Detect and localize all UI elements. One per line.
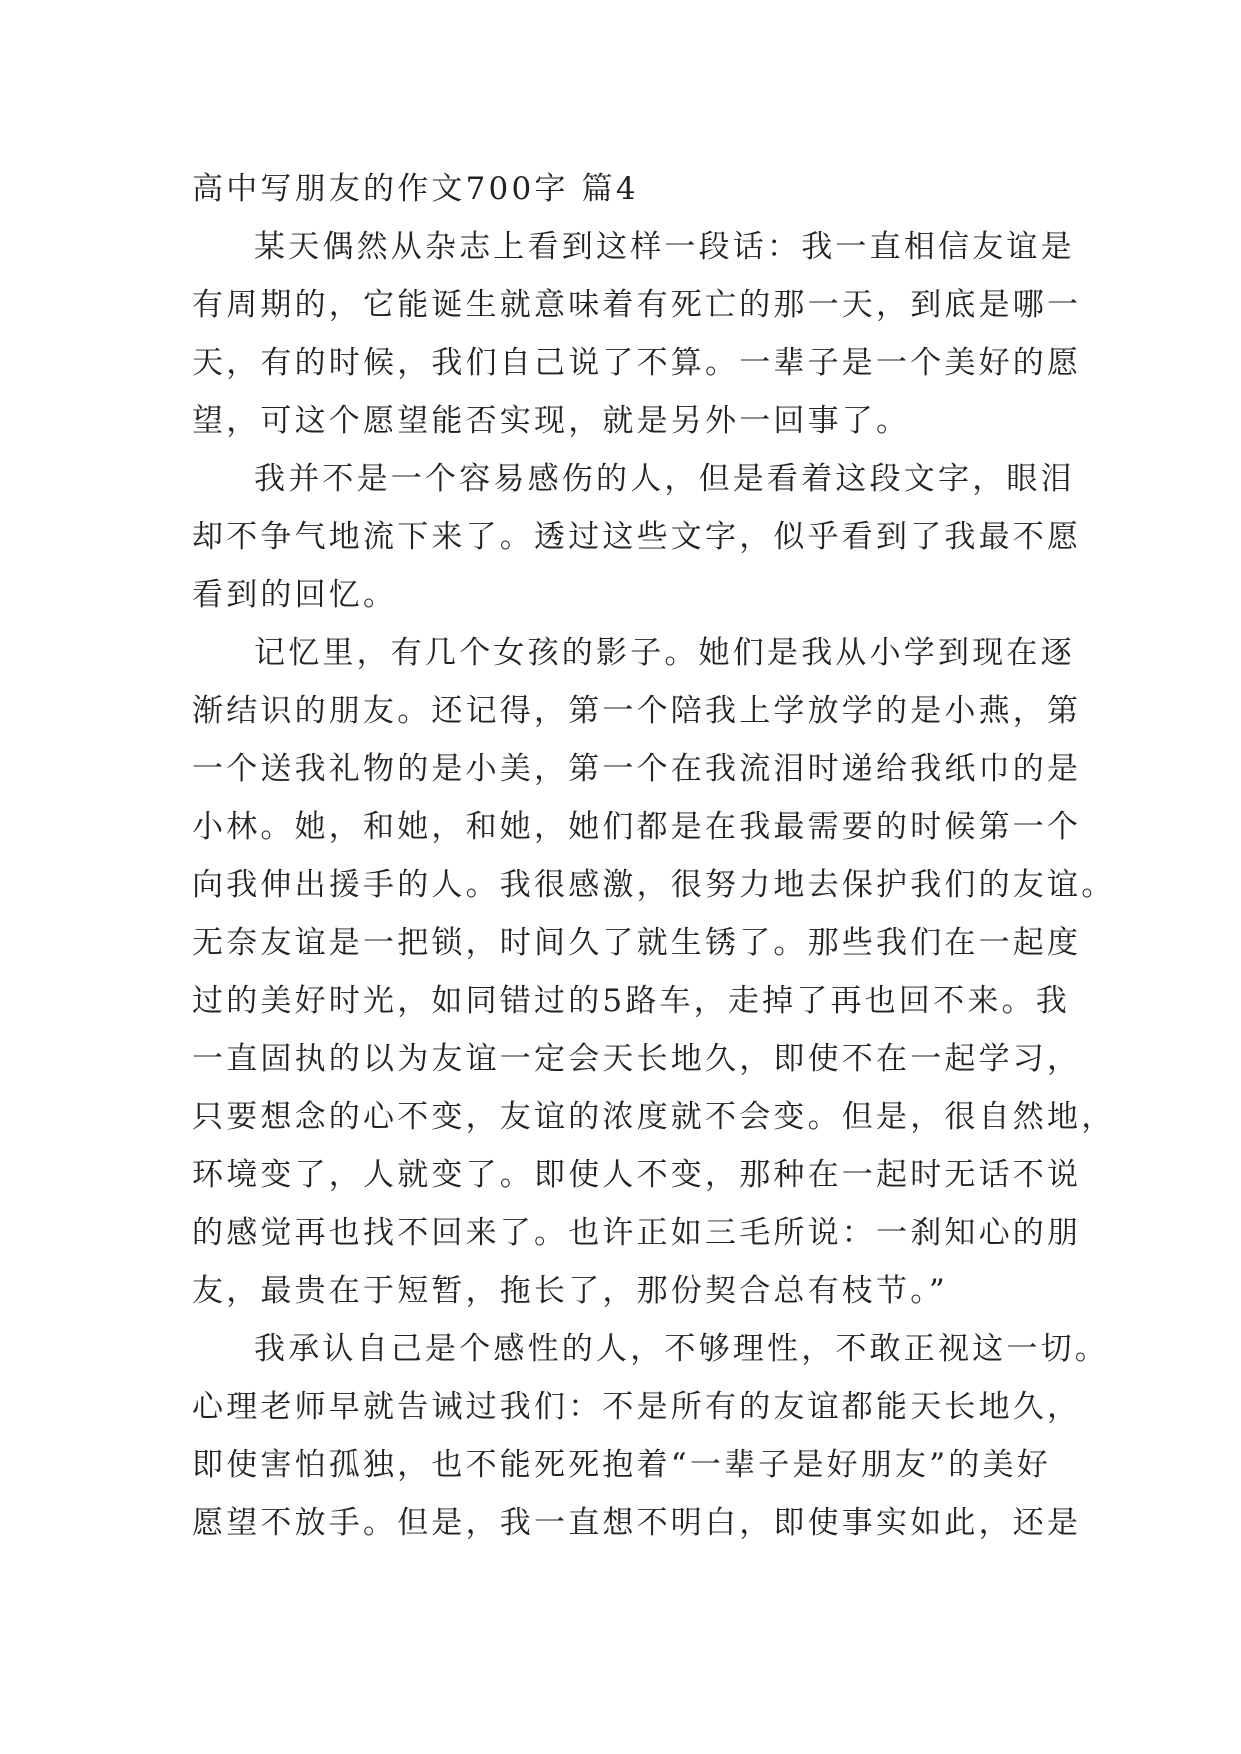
paragraph-line: 的感觉再也找不回来了。也许正如三毛所说：一刹知心的朋 xyxy=(192,1215,1082,1251)
paragraph-4 xyxy=(192,1320,1109,1552)
paragraph-line: 某天偶然从杂志上看到这样一段话：我一直相信友谊是 xyxy=(254,229,1075,265)
paragraph-line: 过的美好时光，如同错过的5路车，走掉了再也回不来。我 xyxy=(192,983,1070,1019)
paragraph-line: 看到的回忆。 xyxy=(192,577,398,613)
paragraph-line: 望，可这个愿望能否实现，就是另外一回事了。 xyxy=(192,403,911,439)
paragraph-line: 一直固执的以为友谊一定会天长地久，即使不在一起学习， xyxy=(192,1041,1082,1077)
paragraph-line: 友，最贵在于短暂，拖长了，那份契合总有枝节。” xyxy=(192,1273,948,1309)
paragraph-line: 有周期的，它能诞生就意味着有死亡的那一天，到底是哪一 xyxy=(192,287,1082,323)
paragraph-line: 向我伸出援手的人。我很感激，很努力地去保护我们的友谊。 xyxy=(192,867,1116,903)
paragraph-line: 渐结识的朋友。还记得，第一个陪我上学放学的是小燕，第 xyxy=(192,693,1082,729)
paragraph-line: 记忆里，有几个女孩的影子。她们是我从小学到现在逐 xyxy=(254,635,1075,671)
paragraph-line: 却不争气地流下来了。透过这些文字，似乎看到了我最不愿 xyxy=(192,519,1082,555)
paragraph-line: 只要想念的心不变，友谊的浓度就不会变。但是，很自然地， xyxy=(192,1099,1116,1135)
paragraph-line: 小林。她，和她，和她，她们都是在我最需要的时候第一个 xyxy=(192,809,1082,845)
paragraph-line: 无奈友谊是一把锁，时间久了就生锈了。那些我们在一起度 xyxy=(192,925,1082,961)
document-body xyxy=(192,160,1116,1552)
paragraph-line: 环境变了，人就变了。即使人不变，那种在一起时无话不说 xyxy=(192,1157,1082,1193)
paragraph-line: 心理老师早就告诫过我们：不是所有的友谊都能天长地久， xyxy=(192,1389,1082,1425)
paragraph-line: 愿望不放手。但是，我一直想不明白，即使事实如此，还是 xyxy=(192,1505,1082,1541)
document-title: 高中写朋友的作文700字 篇4 xyxy=(192,171,639,207)
paragraph-3 xyxy=(192,624,1116,1320)
paragraph-line: 我承认自己是个感性的人，不够理性，不敢正视这一切。 xyxy=(254,1331,1109,1367)
paragraph-2 xyxy=(192,450,1082,624)
paragraph-line: 天，有的时候，我们自己说了不算。一辈子是一个美好的愿 xyxy=(192,345,1082,381)
paragraph-line: 我并不是一个容易感伤的人，但是看着这段文字，眼泪 xyxy=(254,461,1075,497)
paragraph-1 xyxy=(192,218,1082,450)
paragraph-line: 即使害怕孤独，也不能死死抱着“一辈子是好朋友”的美好 xyxy=(192,1447,1051,1483)
paragraph-line: 一个送我礼物的是小美，第一个在我流泪时递给我纸巾的是 xyxy=(192,751,1082,787)
